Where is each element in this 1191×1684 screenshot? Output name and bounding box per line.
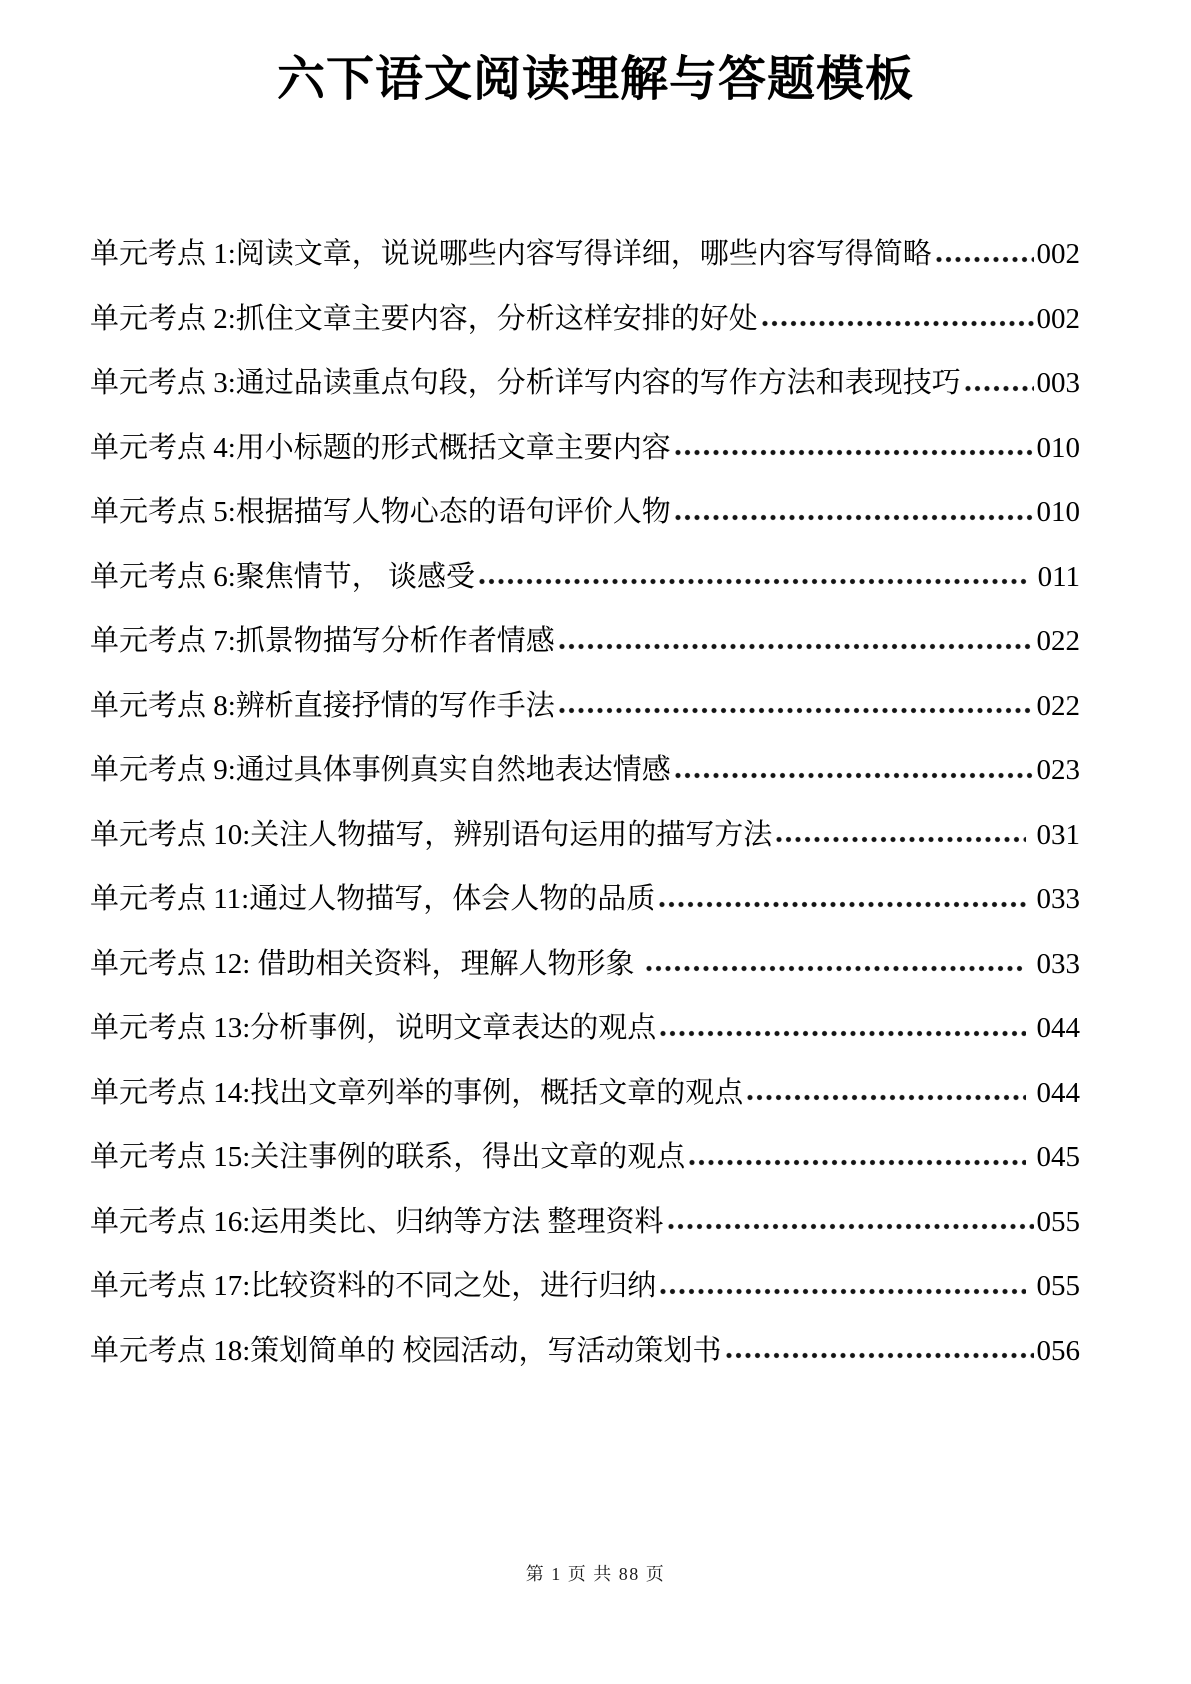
toc-dot-leader xyxy=(674,771,1034,780)
toc-entry-label: 单元考点 1:阅读文章，说说哪些内容写得详细，哪些内容写得简略 xyxy=(90,238,932,271)
toc-entry-label: 单元考点 15:关注事例的联系，得出文章的观点 xyxy=(90,1141,686,1174)
toc-entry xyxy=(90,739,1080,804)
toc-entry xyxy=(90,997,1080,1062)
toc-dot-leader xyxy=(746,1093,1026,1102)
toc-dot-leader xyxy=(667,1222,1034,1231)
toc-entry-page: 011 xyxy=(1030,560,1080,593)
page-footer: 第 1 页 共 88 页 xyxy=(525,1564,666,1584)
toc-dot-leader xyxy=(761,319,1034,328)
toc-entry xyxy=(90,610,1080,675)
toc-dot-leader xyxy=(775,835,1026,844)
toc-entry xyxy=(90,1255,1080,1320)
toc-entry-label: 单元考点 8:辨析直接抒情的写作手法 xyxy=(90,689,555,722)
toc-dot-leader xyxy=(674,513,1034,522)
toc-entry-page: 010 xyxy=(1036,431,1080,464)
toc-entry xyxy=(90,481,1080,546)
toc-entry xyxy=(90,804,1080,869)
toc-dot-leader xyxy=(659,1029,1026,1038)
toc-entry-label: 单元考点 18:策划简单的 校园活动，写活动策划书 xyxy=(90,1334,722,1367)
toc-entry-label: 单元考点 2:抓住文章主要内容，分析这样安排的好处 xyxy=(90,302,758,335)
toc-entry-page: 002 xyxy=(1036,302,1080,335)
toc-entry-label: 单元考点 13:分析事例，说明文章表达的观点 xyxy=(90,1012,657,1045)
toc-entry-label: 单元考点 6:聚焦情节， 谈感受 xyxy=(90,560,476,593)
toc-entry-label: 单元考点 4:用小标题的形式概括文章主要内容 xyxy=(90,431,671,464)
toc-entry xyxy=(90,417,1080,482)
toc-entry xyxy=(90,1062,1080,1127)
toc-dot-leader xyxy=(688,1158,1026,1167)
toc-entry-label: 单元考点 3:通过品读重点句段，分析详写内容的写作方法和表现技巧 xyxy=(90,367,961,400)
toc-dot-leader xyxy=(478,577,1027,586)
toc-entry-page: 031 xyxy=(1029,818,1080,851)
toc-entry-page: 010 xyxy=(1036,496,1080,529)
toc-dot-leader xyxy=(658,900,1026,909)
toc-entry-page: 044 xyxy=(1029,1012,1080,1045)
toc-entry-label: 单元考点 16:运用类比、归纳等方法 整理资料 xyxy=(90,1205,664,1238)
toc-entry xyxy=(90,1320,1080,1385)
toc-entry-label: 单元考点 7:抓景物描写分析作者情感 xyxy=(90,625,555,658)
toc-entry-label: 单元考点 12: 借助相关资料，理解人物形象 xyxy=(90,947,642,980)
toc-entry-page: 023 xyxy=(1036,754,1080,787)
toc-entry xyxy=(90,675,1080,740)
toc-dot-leader xyxy=(659,1287,1026,1296)
document-title: 六下语文阅读理解与答题模板 xyxy=(276,53,914,106)
toc-entry-page: 044 xyxy=(1029,1076,1080,1109)
toc-entry-label: 单元考点 14:找出文章列举的事例，概括文章的观点 xyxy=(90,1076,744,1109)
toc-dot-leader xyxy=(935,255,1034,264)
toc-entry-label: 单元考点 10:关注人物描写，辨别语句运用的描写方法 xyxy=(90,818,773,851)
toc-entry xyxy=(90,1126,1080,1191)
toc-entry-label: 单元考点 9:通过具体事例真实自然地表达情感 xyxy=(90,754,671,787)
toc-entry-page: 022 xyxy=(1036,689,1080,722)
toc-entry xyxy=(90,1191,1080,1256)
toc-entry-page: 055 xyxy=(1029,1270,1080,1303)
table-of-contents xyxy=(90,223,1080,1384)
toc-entry xyxy=(90,868,1080,933)
toc-entry xyxy=(90,546,1080,611)
toc-entry xyxy=(90,288,1080,353)
toc-entry-page: 056 xyxy=(1036,1334,1080,1367)
toc-entry xyxy=(90,933,1080,998)
toc-entry-label: 单元考点 5:根据描写人物心态的语句评价人物 xyxy=(90,496,671,529)
toc-dot-leader xyxy=(558,706,1034,715)
toc-entry-page: 003 xyxy=(1036,367,1080,400)
toc-entry xyxy=(90,352,1080,417)
toc-entry-label: 单元考点 11:通过人物描写，体会人物的品质 xyxy=(90,883,656,916)
toc-entry-label: 单元考点 17:比较资料的不同之处，进行归纳 xyxy=(90,1270,657,1303)
toc-dot-leader xyxy=(558,642,1034,651)
toc-dot-leader xyxy=(725,1351,1034,1360)
toc-entry xyxy=(90,223,1080,288)
toc-dot-leader xyxy=(964,384,1034,393)
toc-dot-leader xyxy=(674,448,1034,457)
toc-entry-page: 002 xyxy=(1036,238,1080,271)
toc-entry-page: 055 xyxy=(1036,1205,1080,1238)
toc-entry-page: 045 xyxy=(1029,1141,1080,1174)
toc-entry-page: 022 xyxy=(1036,625,1080,658)
toc-entry-page: 033 xyxy=(1029,947,1080,980)
toc-entry-page: 033 xyxy=(1029,883,1080,916)
toc-dot-leader xyxy=(645,964,1026,973)
